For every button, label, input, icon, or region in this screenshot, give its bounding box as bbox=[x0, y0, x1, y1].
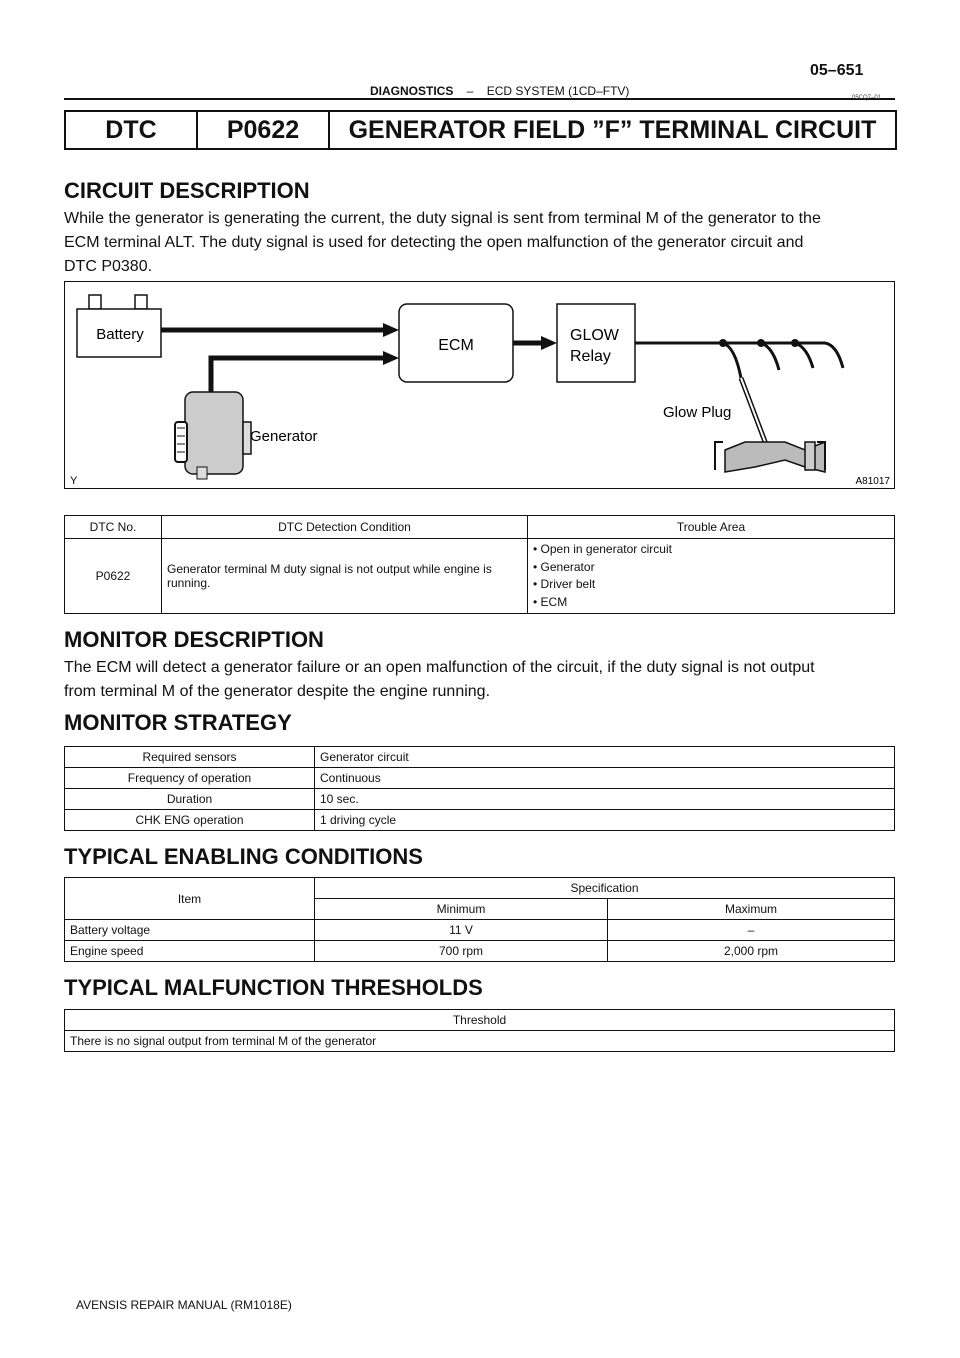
generator-label: Generator bbox=[250, 428, 318, 445]
strategy-param: Duration bbox=[65, 789, 315, 810]
enabling-table bbox=[64, 877, 895, 962]
circuit-diagram-svg bbox=[65, 282, 894, 488]
strategy-value: 10 sec. bbox=[315, 789, 895, 810]
circuit-description-text bbox=[64, 207, 895, 279]
battery-label: Battery bbox=[96, 326, 144, 343]
trouble-area-col-header: Trouble Area bbox=[528, 516, 895, 539]
dtc-table bbox=[64, 515, 895, 614]
circuit-line-3: DTC P0380. bbox=[64, 258, 153, 275]
ecm-label: ECM bbox=[438, 337, 474, 354]
condition-line-2: running. bbox=[167, 576, 211, 590]
thresholds-heading: TYPICAL MALFUNCTION THRESHOLDS bbox=[64, 975, 483, 1000]
enabling-max: – bbox=[608, 920, 895, 941]
manual-footer: AVENSIS REPAIR MANUAL (RM1018E) bbox=[76, 1298, 292, 1312]
glow-relay-label-1: GLOW bbox=[570, 327, 619, 344]
glow-plug-label: Glow Plug bbox=[663, 404, 732, 421]
item-col-header: Item bbox=[65, 878, 315, 920]
threshold-value: There is no signal output from terminal M of the generator bbox=[65, 1031, 895, 1052]
specification-header: Specification bbox=[315, 878, 895, 899]
threshold-col-header: Threshold bbox=[65, 1010, 895, 1031]
enabling-max: 2,000 rpm bbox=[608, 941, 895, 962]
circuit-diagram bbox=[64, 281, 895, 489]
subsection-label: ECD SYSTEM (1CD–FTV) bbox=[486, 84, 630, 98]
monitor-description-text bbox=[64, 656, 895, 704]
generator-icon bbox=[175, 392, 251, 479]
figure-code: A81017 bbox=[855, 476, 890, 487]
dtc-code: P0622 bbox=[198, 112, 330, 148]
monitor-strategy-table bbox=[64, 746, 895, 831]
monitor-line-1: The ECM will detect a generator failure or an open malfunction of the circuit, if the duty signal is not output bbox=[64, 659, 815, 676]
strategy-value: Continuous bbox=[315, 768, 895, 789]
strategy-value: Generator circuit bbox=[315, 747, 895, 768]
enabling-min: 11 V bbox=[315, 920, 608, 941]
thresholds-table bbox=[64, 1009, 895, 1052]
glow-relay-label-2: Relay bbox=[570, 348, 611, 365]
condition-col-header: DTC Detection Condition bbox=[162, 516, 528, 539]
circuit-line-2: ECM terminal ALT. The duty signal is used for detecting the open malfunction of the generator circuit and bbox=[64, 234, 804, 251]
circuit-description-heading: CIRCUIT DESCRIPTION bbox=[64, 178, 310, 203]
monitor-line-2: from terminal M of the generator despite the engine running. bbox=[64, 683, 491, 700]
circuit-line-1: While the generator is generating the current, the duty signal is sent from terminal M of the generator to the bbox=[64, 210, 821, 227]
page-number: 05–651 bbox=[810, 62, 864, 79]
strategy-param: Required sensors bbox=[65, 747, 315, 768]
strategy-param: CHK ENG operation bbox=[65, 810, 315, 831]
enabling-item: Engine speed bbox=[65, 941, 315, 962]
corner-mark: Y bbox=[70, 475, 78, 487]
minimum-header: Minimum bbox=[315, 899, 608, 920]
enabling-heading: TYPICAL ENABLING CONDITIONS bbox=[64, 844, 423, 869]
trouble-area-item: • Open in generator circuit bbox=[533, 542, 672, 556]
strategy-param: Frequency of operation bbox=[65, 768, 315, 789]
section-header bbox=[370, 84, 629, 98]
dtc-cell: P0622 bbox=[65, 539, 162, 614]
dtc-col-header: DTC No. bbox=[65, 516, 162, 539]
enabling-min: 700 rpm bbox=[315, 941, 608, 962]
condition-line-1: Generator terminal M duty signal is not output while engine is bbox=[167, 562, 492, 576]
monitor-description-heading: MONITOR DESCRIPTION bbox=[64, 627, 324, 652]
dtc-title-box bbox=[64, 110, 897, 150]
condition-cell bbox=[162, 539, 528, 614]
trouble-area-item: • ECM bbox=[533, 594, 568, 609]
monitor-strategy-heading: MONITOR STRATEGY bbox=[64, 710, 292, 735]
header-rule bbox=[64, 98, 895, 100]
enabling-item: Battery voltage bbox=[65, 920, 315, 941]
section-dash: – bbox=[466, 84, 474, 98]
doc-code: 05CQ7–01 bbox=[852, 95, 882, 101]
trouble-area-item: • Generator bbox=[533, 559, 595, 574]
strategy-value: 1 driving cycle bbox=[315, 810, 895, 831]
maximum-header: Maximum bbox=[608, 899, 895, 920]
trouble-area-cell bbox=[528, 539, 895, 614]
dtc-name: GENERATOR FIELD ”F” TERMINAL CIRCUIT bbox=[348, 115, 877, 144]
section-label: DIAGNOSTICS bbox=[370, 84, 454, 98]
trouble-area-item: • Driver belt bbox=[533, 577, 596, 591]
dtc-label: DTC bbox=[66, 112, 198, 148]
